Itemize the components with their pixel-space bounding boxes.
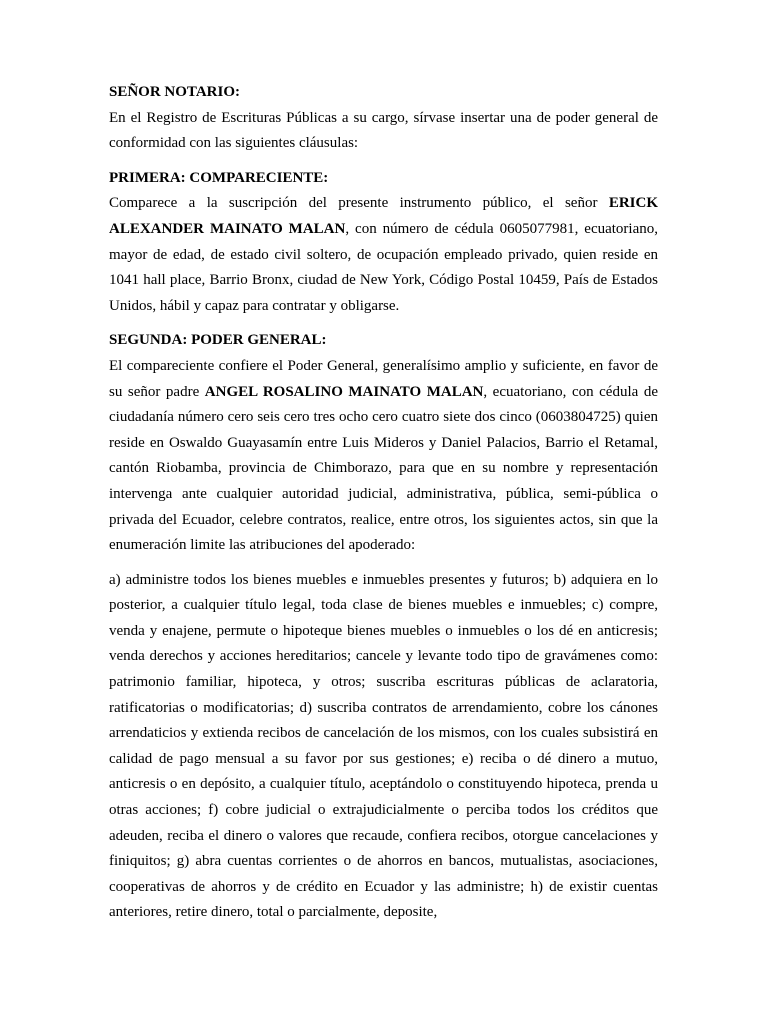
segunda-text-after: , ecuatoriano, con cédula de ciudadanía número cero seis cero tres ocho cero cuatro siete dos cinco (0603804725) quien reside en Oswaldo Guayasamín entre Luis Mideros y Daniel Palacios, Barrio el Retamal, cantón Riobamba, provincia de Chimborazo, para que en su nombre y representación intervenga ante cualquier autoridad judicial, administrativa, pública, semi-pública o privada del Ecuador, celebre contratos, realice, entre otros, los siguientes actos, sin que la enumeración limite las atribuciones del apoderado: [109, 383, 658, 554]
heading-primera: PRIMERA: COMPARECIENTE: [109, 169, 329, 186]
spacer [109, 157, 658, 166]
acts-paragraph: a) administre todos los bienes muebles e inmuebles presentes y futuros; b) adquiera en lo posterior, a cualquier título legal, toda clase de bienes muebles e inmuebles; c) compre, venda y enajene, permute o hipoteque bienes muebles o inmuebles o los dé en anticresis; venda derechos y acciones hereditarios; cancele y levante todo tipo de gravámenes como: patrimonio familiar, hipoteca, y otros; suscriba escrituras públicas de aclaratoria, ratificatorias o modificatorias; d) suscriba contratos de arrendamiento, cobre los cánones arrendaticios y extienda recibos de cancelación de los mismos, con los cuales subsistirá en calidad de pago mensual a su favor por sus gestiones; e) reciba o dé dinero a mutuo, anticresis o en depósito, a cualquier título, aceptándolo o constituyendo hipoteca, prenda u otras acciones; f) cobre judicial o extrajudicialmente o perciba todos los créditos que adeuden, reciba el dinero o valores que recaude, confiera recibos, otorgue cancelaciones y finiquitos; g) abra cuentas corrientes o de ahorros en bancos, mutualistas, asociaciones, cooperativas de ahorros y de crédito en Ecuador y las administre; h) de existir cuentas anteriores, retire dinero, total o parcialmente, deposite, [109, 571, 658, 921]
primera-text-after: , con número de cédula 0605077981, ecuatoriano, mayor de edad, de estado civil soltero, de ocupación empleado privado, quien reside en 1041 hall place, Barrio Bronx, ciudad de New York, Código Postal 10459, País de Estados Unidos, hábil y capaz para contratar y obligarse. [109, 220, 658, 314]
primera-paragraph [109, 191, 658, 319]
segunda-paragraph [109, 354, 658, 559]
heading-senor-notario: SEÑOR NOTARIO: [109, 84, 240, 100]
spacer [109, 559, 658, 568]
segunda-text-before: El compareciente confiere el Poder General, generalísimo amplio y suficiente, en favor de su señor padre [109, 357, 658, 400]
primera-text-before: Comparece a la suscripción del presente instrumento público, el señor [109, 195, 609, 212]
compareciente-name: ERICK ALEXANDER MAINATO MALAN [109, 195, 658, 237]
spacer [109, 319, 658, 328]
heading-segunda: SEGUNDA: PODER GENERAL: [109, 332, 327, 349]
intro-paragraph: En el Registro de Escrituras Públicas a su cargo, sírvase insertar una de poder general de conformidad con las siguientes cláusulas: [109, 109, 658, 152]
document-page [109, 80, 658, 926]
apoderado-name: ANGEL ROSALINO MAINATO MALAN [204, 383, 484, 400]
